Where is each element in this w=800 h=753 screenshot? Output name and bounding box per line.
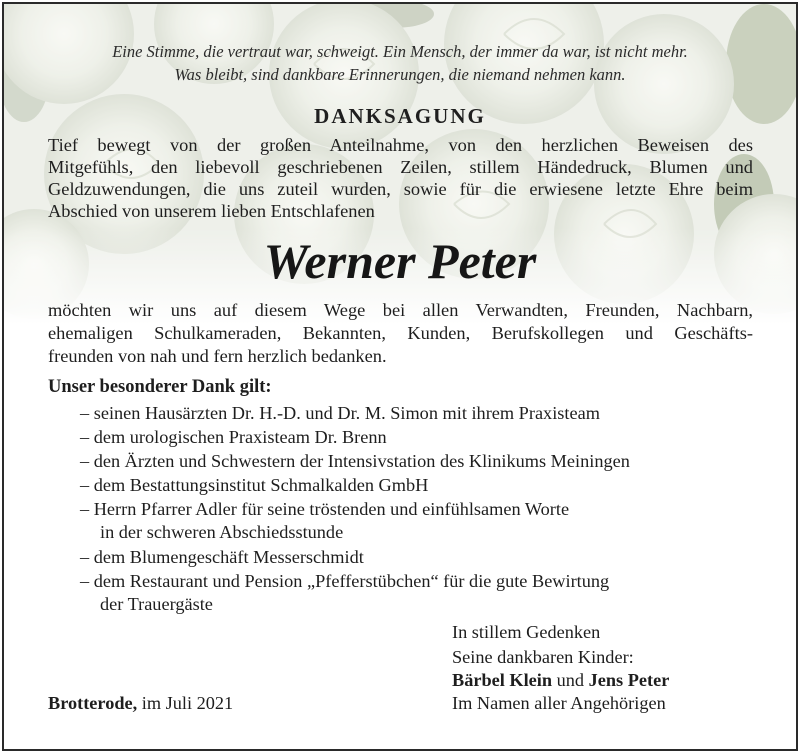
intro-line-1: Tief bewegt von der großen Anteilnahme, von den herzlichen Beweisen des bbox=[48, 135, 753, 155]
signature-line-2: Seine dankbaren Kinder: bbox=[452, 647, 634, 667]
signer-name-1: Bärbel Klein bbox=[452, 670, 553, 690]
signature-connector: und bbox=[552, 670, 589, 690]
intro-line-4: Abschied von unserem lieben Entschlafenen bbox=[48, 201, 375, 221]
motto-line-1: Eine Stimme, die vertraut war, schweigt. Ein Mensch, der immer da war, ist nicht mehr. bbox=[112, 42, 688, 61]
thanks-line-2: ehemaligen Schulkameraden, Bekannten, Kunden, Berufskollegen und Geschäfts- bbox=[48, 323, 753, 343]
place: Brotterode, bbox=[48, 693, 138, 713]
list-item: – Herrn Pfarrer Adler für seine tröstenden und einfühlsamen Worte bbox=[80, 499, 570, 519]
signer-name-2: Jens Peter bbox=[588, 670, 670, 690]
obituary-card bbox=[2, 2, 798, 751]
deceased-name: Werner Peter bbox=[263, 233, 537, 289]
special-thanks-title: Unser besonderer Dank gilt: bbox=[48, 377, 272, 397]
signature-names bbox=[452, 670, 669, 691]
list-item: – dem urologischen Praxisteam Dr. Brenn bbox=[80, 427, 387, 447]
intro-line-2: Mitgefühls, den liebevoll geschriebenen Zeilen, stillem Händedruck, Blumen und bbox=[48, 157, 753, 177]
list-item: – seinen Hausärzten Dr. H.-D. und Dr. M. Simon mit ihrem Praxisteam bbox=[80, 403, 600, 423]
signature-line-4: Im Namen aller Angehörigen bbox=[452, 693, 666, 713]
list-item: – dem Blumengeschäft Messerschmidt bbox=[80, 547, 364, 567]
list-item-continuation: in der schweren Abschiedsstunde bbox=[100, 522, 344, 542]
list-item: – dem Restaurant und Pension „Pfefferstübchen“ für die gute Bewirtung bbox=[80, 571, 610, 591]
thanks-line-1: möchten wir uns auf diesem Wege bei allen Verwandten, Freunden, Nachbarn, bbox=[48, 300, 753, 320]
list-item-continuation: der Trauergäste bbox=[100, 594, 213, 614]
place-date bbox=[48, 693, 233, 714]
signature-line-1: In stillem Gedenken bbox=[452, 622, 601, 642]
page-title: DANKSAGUNG bbox=[314, 104, 486, 128]
thanks-line-3: freunden von nah und fern herzlich bedanken. bbox=[48, 346, 387, 366]
list-item: – dem Bestattungsinstitut Schmalkalden GmbH bbox=[80, 475, 429, 495]
list-item: – den Ärzten und Schwestern der Intensivstation des Klinikums Meiningen bbox=[80, 451, 630, 471]
intro-line-3: Geldzuwendungen, die uns zuteil wurden, sowie für die erwiesene letzte Ehre beim bbox=[48, 179, 753, 199]
date: im Juli 2021 bbox=[137, 693, 234, 713]
motto-line-2: Was bleibt, sind dankbare Erinnerungen, die niemand nehmen kann. bbox=[174, 65, 626, 84]
